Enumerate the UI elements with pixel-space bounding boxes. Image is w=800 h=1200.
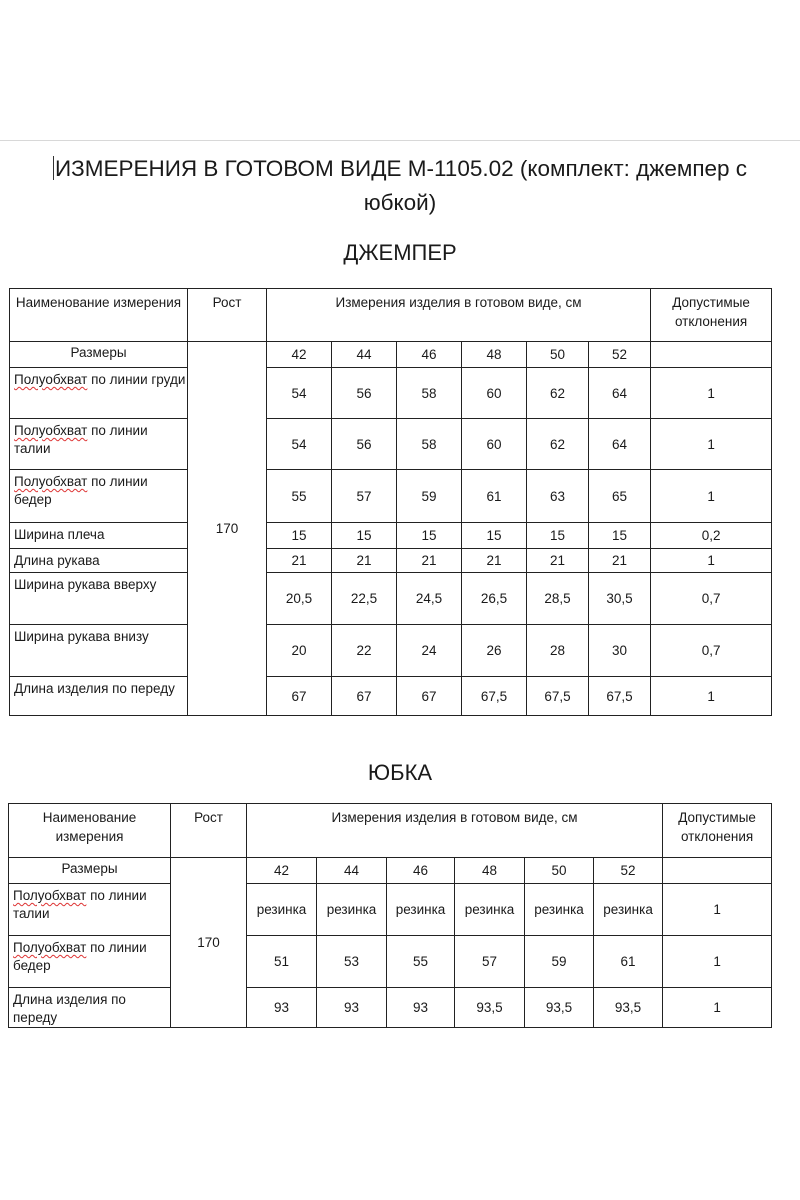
measurement-value: резинка [594, 884, 663, 936]
tolerance-value: 1 [651, 677, 772, 716]
column-header-tolerance: Допустимые отклонения [651, 289, 772, 342]
measurement-value: 15 [397, 523, 462, 549]
measurement-value: 53 [317, 936, 387, 988]
document-title-line1: ИЗМЕРЕНИЯ В ГОТОВОМ ВИДЕ М-1105.02 (комплект: джемпер с [54, 156, 748, 181]
measurement-value: 61 [462, 470, 527, 523]
measurement-value: 20,5 [267, 573, 332, 625]
measurement-value: 67,5 [462, 677, 527, 716]
sizes-label: Размеры [9, 858, 171, 884]
measurement-value: 57 [455, 936, 525, 988]
measurement-value: 93 [317, 988, 387, 1028]
column-header-height: Рост [171, 804, 247, 858]
measurement-name-text: Ширина рукава вверху [14, 577, 157, 592]
measurement-value: 64 [589, 419, 651, 470]
measurement-value: 15 [462, 523, 527, 549]
measurement-value: 55 [387, 936, 455, 988]
measurement-value: 64 [589, 368, 651, 419]
skirt-heading: ЮБКА [367, 760, 433, 785]
measurement-name [10, 549, 188, 573]
size-header: 50 [525, 858, 594, 884]
column-header-name: Наименование измерения [9, 804, 171, 858]
measurement-row [10, 523, 772, 549]
measurement-name [10, 368, 188, 419]
measurement-value: 56 [332, 419, 397, 470]
document-title [40, 152, 760, 220]
measurement-name [10, 573, 188, 625]
measurement-value: 59 [525, 936, 594, 988]
measurement-value: 65 [589, 470, 651, 523]
spellcheck-word: Полуобхват [13, 940, 87, 955]
measurement-value: 93 [387, 988, 455, 1028]
size-header: 52 [589, 342, 651, 368]
measurement-value: 57 [332, 470, 397, 523]
measurement-value: 93,5 [594, 988, 663, 1028]
measurement-value: 21 [332, 549, 397, 573]
size-header: 46 [397, 342, 462, 368]
measurement-name-text: по линии талии [13, 888, 147, 921]
measurement-value: 26,5 [462, 573, 527, 625]
measurement-value: 15 [527, 523, 589, 549]
size-header: 48 [462, 342, 527, 368]
tolerance-value: 1 [663, 988, 772, 1028]
measurement-name [10, 419, 188, 470]
measurement-value: 67 [397, 677, 462, 716]
tolerance-value: 0,7 [651, 573, 772, 625]
column-header-name: Наименование измерения [10, 289, 188, 342]
size-header: 52 [594, 858, 663, 884]
measurement-row [10, 419, 772, 470]
column-header-measurements: Измерения изделия в готовом виде, см [267, 289, 651, 342]
measurement-row [10, 677, 772, 716]
measurement-name-text: по линии бедер [13, 940, 147, 973]
height-value: 170 [171, 858, 247, 1028]
measurement-name-text: Длина рукава [14, 553, 100, 568]
measurement-value: 21 [462, 549, 527, 573]
spellcheck-word: Полуобхват [14, 372, 88, 387]
measurement-row [10, 549, 772, 573]
column-header-tolerance: Допустимые отклонения [663, 804, 772, 858]
measurement-name [9, 884, 171, 936]
measurement-value: 54 [267, 368, 332, 419]
measurement-value: резинка [317, 884, 387, 936]
measurement-value: резинка [247, 884, 317, 936]
measurement-name [10, 523, 188, 549]
size-header: 42 [267, 342, 332, 368]
header-row [9, 804, 772, 858]
spellcheck-word: Полуобхват [14, 423, 88, 438]
measurement-name-text: Ширина рукава внизу [14, 629, 149, 644]
measurement-value: 67,5 [527, 677, 589, 716]
measurement-name-text: Ширина плеча [14, 527, 105, 542]
measurement-value: 15 [589, 523, 651, 549]
document-title-line2: юбкой) [363, 190, 437, 215]
measurement-value: 58 [397, 419, 462, 470]
measurement-value: 93,5 [525, 988, 594, 1028]
header-row [10, 289, 772, 342]
tolerance-value: 1 [651, 368, 772, 419]
measurement-value: 51 [247, 936, 317, 988]
measurement-name-text: Длина изделия по переду [13, 992, 126, 1025]
size-header: 44 [317, 858, 387, 884]
measurement-row [10, 625, 772, 677]
measurement-name-text: по линии талии [14, 423, 148, 456]
skirt-measurements-table [8, 803, 772, 1028]
column-header-height: Рост [188, 289, 267, 342]
sizes-row [9, 858, 772, 884]
tolerance-empty-cell [651, 342, 772, 368]
measurement-value: 30,5 [589, 573, 651, 625]
height-value: 170 [188, 342, 267, 716]
measurement-row [10, 368, 772, 419]
measurement-row [9, 988, 772, 1028]
tolerance-empty-cell [663, 858, 772, 884]
jumper-measurements-table [9, 288, 772, 716]
measurement-name [9, 988, 171, 1028]
measurement-value: 62 [527, 368, 589, 419]
measurement-value: 62 [527, 419, 589, 470]
measurement-row [10, 470, 772, 523]
page-top-divider [0, 140, 800, 141]
measurement-value: 21 [527, 549, 589, 573]
tolerance-value: 1 [651, 470, 772, 523]
measurement-name [10, 625, 188, 677]
measurement-value: 15 [267, 523, 332, 549]
measurement-value: 67,5 [589, 677, 651, 716]
measurement-value: 60 [462, 368, 527, 419]
sizes-row [10, 342, 772, 368]
tolerance-value: 1 [663, 936, 772, 988]
measurement-value: 61 [594, 936, 663, 988]
measurement-value: резинка [455, 884, 525, 936]
sizes-label: Размеры [10, 342, 188, 368]
size-header: 42 [247, 858, 317, 884]
measurement-value: резинка [387, 884, 455, 936]
measurement-name-text: Длина изделия по переду [14, 681, 175, 696]
text-cursor [53, 156, 54, 180]
measurement-name [9, 936, 171, 988]
measurement-value: 26 [462, 625, 527, 677]
measurement-value: 60 [462, 419, 527, 470]
tolerance-value: 1 [651, 549, 772, 573]
measurement-value: 54 [267, 419, 332, 470]
measurement-name-text: по линии бедер [14, 474, 148, 507]
spellcheck-word: Полуобхват [13, 888, 87, 903]
measurement-row [10, 573, 772, 625]
measurement-value: 67 [332, 677, 397, 716]
spellcheck-word: Полуобхват [14, 474, 88, 489]
measurement-value: 22 [332, 625, 397, 677]
jumper-heading: ДЖЕМПЕР [343, 240, 457, 265]
column-header-measurements: Измерения изделия в готовом виде, см [247, 804, 663, 858]
measurement-value: 22,5 [332, 573, 397, 625]
measurement-name [10, 677, 188, 716]
size-header: 46 [387, 858, 455, 884]
size-header: 44 [332, 342, 397, 368]
measurement-value: 93 [247, 988, 317, 1028]
measurement-value: 58 [397, 368, 462, 419]
measurement-value: 63 [527, 470, 589, 523]
measurement-value: 21 [589, 549, 651, 573]
measurement-value: 30 [589, 625, 651, 677]
measurement-value: 20 [267, 625, 332, 677]
measurement-value: 24,5 [397, 573, 462, 625]
tolerance-value: 0,7 [651, 625, 772, 677]
measurement-name-text: по линии груди [87, 372, 186, 387]
measurement-value: 56 [332, 368, 397, 419]
tolerance-value: 1 [663, 884, 772, 936]
measurement-name [10, 470, 188, 523]
measurement-value: 59 [397, 470, 462, 523]
size-header: 50 [527, 342, 589, 368]
measurement-value: 28,5 [527, 573, 589, 625]
tolerance-value: 1 [651, 419, 772, 470]
size-header: 48 [455, 858, 525, 884]
measurement-value: 21 [397, 549, 462, 573]
measurement-row [9, 936, 772, 988]
measurement-row [9, 884, 772, 936]
measurement-value: 93,5 [455, 988, 525, 1028]
measurement-value: 15 [332, 523, 397, 549]
measurement-value: резинка [525, 884, 594, 936]
measurement-value: 21 [267, 549, 332, 573]
measurement-value: 28 [527, 625, 589, 677]
measurement-value: 24 [397, 625, 462, 677]
tolerance-value: 0,2 [651, 523, 772, 549]
measurement-value: 67 [267, 677, 332, 716]
measurement-value: 55 [267, 470, 332, 523]
